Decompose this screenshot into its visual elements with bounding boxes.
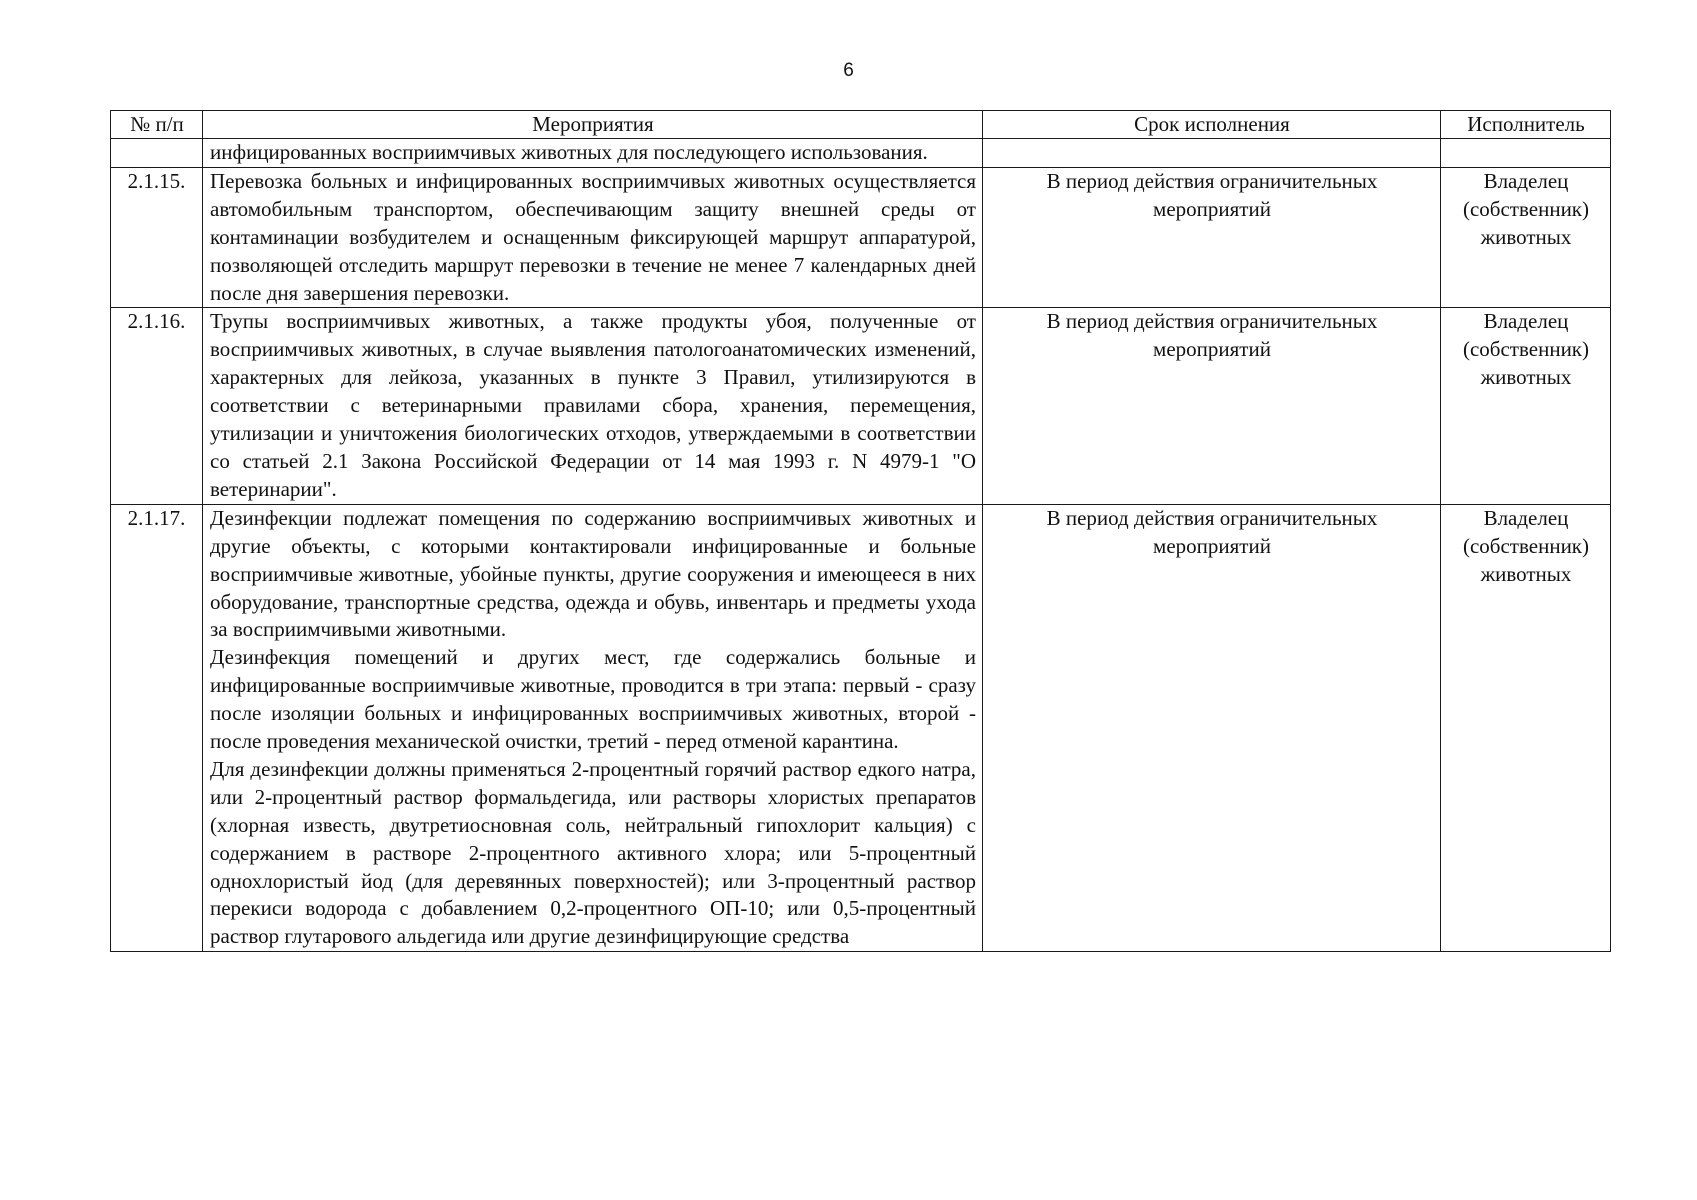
activity-paragraph: Для дезинфекции должны применяться 2-процентный горячий раствор едкого натра, или 2-процентный раствор формальдегида, или растворы хлористых препаратов (хлорная известь, двутретиосновная соль, нейтральный гипохлорит кальция) с содержанием в растворе 2-процентного активного хлора; или 5-процентный однохлористый йод (для деревянных поверхностей); или 3-процентный раствор перекиси водорода с добавлением 0,2-процентного ОП-10; или 0,5-процентный раствор глутарового альдегида или другие дезинфицирующие средства (210, 756, 976, 949)
table-header-row (111, 111, 1611, 139)
executor-cell (1441, 308, 1611, 504)
page-number: 6 (843, 60, 854, 81)
header-term: Срок исполнения (983, 111, 1441, 139)
table-row (111, 308, 1611, 504)
row-number: 2.1.15. (111, 167, 203, 308)
header-executor: Исполнитель (1441, 111, 1611, 139)
executor-line: животных (1480, 224, 1572, 249)
activity-cell (203, 504, 983, 952)
executor-line: Владелец (1483, 309, 1569, 334)
table-body (111, 139, 1611, 952)
term-line: В период действия ограничительных (1046, 309, 1378, 334)
table-row (111, 167, 1611, 308)
term-line: В период действия ограничительных (1046, 168, 1378, 193)
term-cell (983, 504, 1441, 952)
activity-paragraph: Трупы восприимчивых животных, а также продукты убоя, полученные от восприимчивых животных, в случае выявления патологоанатомических изменений, характерных для лейкоза, указанных в пункте 3 Правил, утилизируются в соответствии с ветеринарными правилами сбора, хранения, перемещения, утилизации и уничтожения биологических отходов, утверждаемыми в соответствии со статьей 2.1 Закона Российской Федерации от 14 мая 1993 г. N 4979-1 "О ветеринарии". (210, 309, 976, 501)
term-line: В период действия ограничительных (1046, 505, 1378, 530)
row-number: 2.1.17. (111, 504, 203, 952)
term-cell (983, 308, 1441, 504)
term-cell (983, 167, 1441, 308)
header-activity: Мероприятия (203, 111, 983, 139)
executor-cell (1441, 167, 1611, 308)
executor-cell (1441, 504, 1611, 952)
term-line: мероприятий (1153, 533, 1271, 558)
executor-line: животных (1480, 561, 1572, 586)
term-cell (983, 139, 1441, 168)
activity-cell (203, 308, 983, 504)
activity-paragraph: Дезинфекции подлежат помещения по содержанию восприимчивых животных и другие объекты, с которыми контактировали инфицированные и больные восприимчивые животные, убойные пункты, другие сооружения и имеющееся в них оборудование, транспортные средства, одежда и обувь, инвентарь и предметы ухода за восприимчивыми животными. (210, 505, 976, 642)
row-number (111, 139, 203, 168)
activity-paragraph: инфицированных восприимчивых животных для последующего использования. (210, 140, 928, 164)
table-row (111, 504, 1611, 952)
term-line: мероприятий (1153, 196, 1271, 221)
measures-table (110, 110, 1611, 952)
executor-line: животных (1480, 365, 1572, 390)
executor-line: (собственник) (1462, 196, 1590, 221)
executor-line: Владелец (1483, 168, 1569, 193)
term-line: мероприятий (1153, 337, 1271, 362)
row-number: 2.1.16. (111, 308, 203, 504)
executor-line: (собственник) (1462, 533, 1590, 558)
activity-cell (203, 167, 983, 308)
activity-cell (203, 139, 983, 168)
activity-paragraph: Перевозка больных и инфицированных восприимчивых животных осуществляется автомобильным транспортом, обеспечивающим защиту внешней среды от контаминации возбудителем и оснащенным фиксирующей маршрут аппаратурой, позволяющей отследить маршрут перевозки в течение не менее 7 календарных дней после дня завершения перевозки. (210, 168, 976, 305)
activity-paragraph: Дезинфекция помещений и других мест, где содержались больные и инфицированные восприимчивые животные, проводится в три этапа: первый - сразу после изоляции больных и инфицированных восприимчивых животных, второй - после проведения механической очистки, третий - перед отменой карантина. (210, 645, 976, 754)
table-row (111, 139, 1611, 168)
executor-cell (1441, 139, 1611, 168)
header-num: № п/п (111, 111, 203, 139)
executor-line: Владелец (1483, 505, 1569, 530)
executor-line: (собственник) (1462, 337, 1590, 362)
